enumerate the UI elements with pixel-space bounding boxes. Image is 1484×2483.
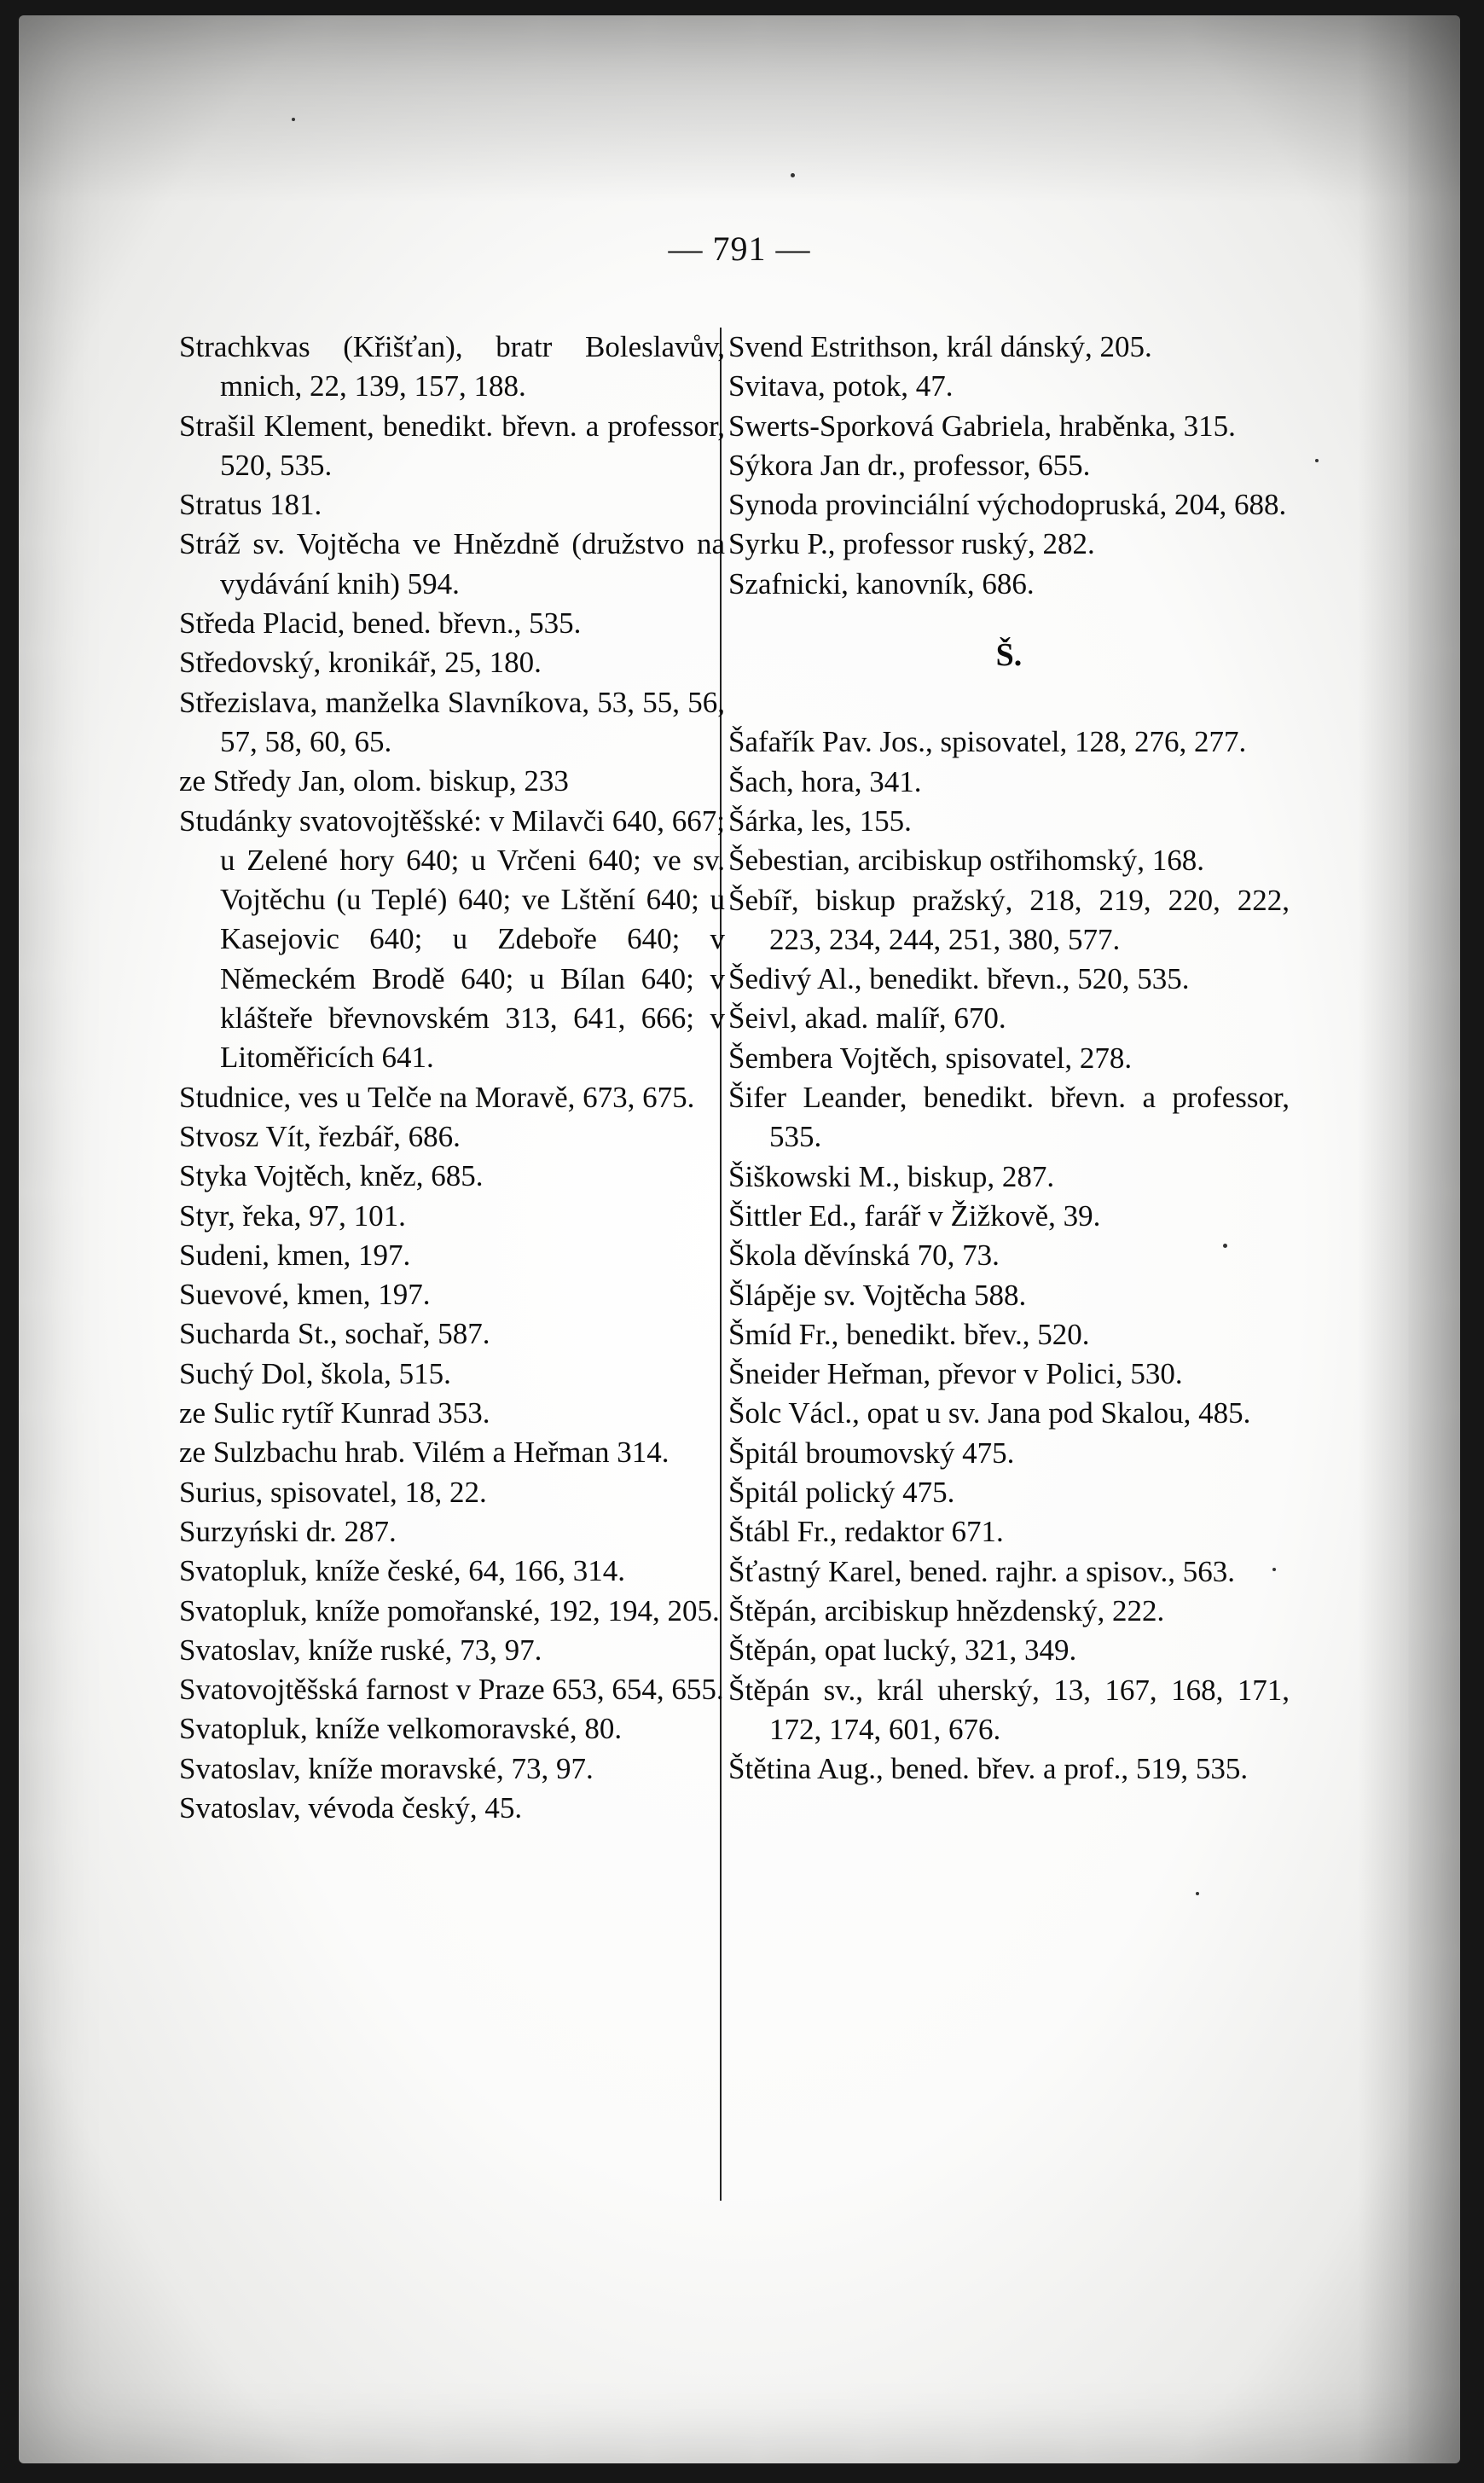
index-entry: Studánky svatovojtěšské: v Milavči 640, 667; u Zelené hory 640; u Vrčeni 640; ve sv. Vojtěchu (u Teplé) 640; ve Lštění 640; u Kasejovic 640; u Zdeboře 640; v Německém Brodě 640; u Bílan 640; v klášteře břevnovském 313, 641, 666; v Litoměřicích 641. [179,803,725,1075]
index-entry: Stráž sv. Vojtěcha ve Hnězdně (družstvo na vydávání knih) 594. [179,527,725,600]
index-entry: Štětina Aug., bened. břev. a prof., 519, 535. [728,1752,1249,1786]
index-entry: Šlápěje sv. Vojtěcha 588. [728,1278,1027,1312]
index-entry: Szafnicki, kanovník, 686. [728,566,1035,600]
index-entry: Šiškowski M., biskup, 287. [728,1159,1055,1193]
index-entry: Šifer Leander, benedikt. břevn. a professor, 535. [728,1081,1290,1154]
index-entry: Swerts-Sporková Gabriela, hraběnka, 315. [728,409,1236,443]
index-entry: Šedivý Al., benedikt. břevn., 520, 535. [728,962,1190,996]
index-entry: Surzyński dr. 287. [179,1514,397,1548]
index-entry: Šebíř, biskup pražský, 218, 219, 220, 222, 223, 234, 244, 251, 380, 577. [728,883,1290,956]
scan-speck [292,118,295,121]
scan-speck [1196,1892,1199,1895]
index-column-right [728,328,1290,1789]
index-entry: Štěpán, arcibiskup hnězdenský, 222. [728,1593,1165,1627]
index-entry: Svatovojtěšská farnost v Praze 653, 654, 655. [179,1673,724,1707]
index-entry: Štábl Fr., redaktor 671. [728,1515,1004,1549]
index-entry: Štěpán, opat lucký, 321, 349. [728,1633,1077,1668]
index-entry: Stratus 181. [179,488,322,522]
index-entry: Surius, spisovatel, 18, 22. [179,1475,487,1509]
scan-speck [791,173,795,177]
index-entry: Svitava, potok, 47. [728,369,954,403]
index-entry: Šneider Heřman, převor v Polici, 530. [728,1357,1183,1391]
index-entry: Štěpán sv., král uherský, 13, 167, 168, 171, 172, 174, 601, 676. [728,1673,1290,1746]
index-entry: Stvosz Vít, řezbář, 686. [179,1119,461,1153]
page-number: — 791 — [668,229,811,268]
index-entry: ze Středy Jan, olom. biskup, 233 [179,764,569,798]
index-entry: ze Sulic rytíř Kunrad 353. [179,1396,490,1430]
index-column-left [179,328,725,1828]
index-entry: Strachkvas (Křišťan), bratr Boleslavův, mnich, 22, 139, 157, 188. [179,330,725,403]
index-entry: Šittler Ed., farář v Žižkově, 39. [728,1198,1101,1233]
index-entry: Svatopluk, kníže velkomoravské, 80. [179,1712,623,1746]
index-entry: Sucharda St., sochař, 587. [179,1317,490,1351]
index-entry: Sýkora Jan dr., professor, 655. [728,448,1091,482]
index-entry: Šebestian, arcibiskup ostřihomský, 168. [728,844,1205,878]
index-entry: Šach, hora, 341. [728,764,922,798]
index-entry: Šafařík Pav. Jos., spisovatel, 128, 276, 277. [728,725,1247,759]
index-entry: Šolc Václ., opat u sv. Jana pod Skalou, 485. [728,1396,1251,1430]
index-entry: Svatopluk, kníže české, 64, 166, 314. [179,1554,625,1588]
index-entry: Šárka, les, 155. [728,803,912,838]
page-shadow-right [1358,15,1460,2463]
index-entry: Styr, řeka, 97, 101. [179,1198,406,1233]
index-entry: Suchý Dol, škola, 515. [179,1356,451,1390]
index-entry: Svatopluk, kníže pomořanské, 192, 194, 205. [179,1593,720,1627]
index-entry: Synoda provinciální východopruská, 204, 688. [728,488,1287,522]
index-entry: Střezislava, manželka Slavníkova, 53, 55, 56, 57, 58, 60, 65. [179,685,725,758]
page-shadow-top [19,15,1460,203]
index-entry: Šmíd Fr., benedikt. břev., 520. [728,1317,1090,1351]
index-entry: Škola děvínská 70, 73. [728,1239,1000,1273]
index-entry: Svatoslav, vévoda český, 45. [179,1790,523,1825]
index-entry: Svatoslav, kníže ruské, 73, 97. [179,1633,542,1667]
index-entry: Špitál broumovský 475. [728,1436,1015,1470]
index-entry: Svatoslav, kníže moravské, 73, 97. [179,1751,594,1785]
index-entry: Strašil Klement, benedikt. břevn. a professor, 520, 535. [179,409,725,482]
index-entry: Šembera Vojtěch, spisovatel, 278. [728,1041,1133,1075]
index-entry: Suevové, kmen, 197. [179,1278,431,1312]
index-entry: Středovský, kronikář, 25, 180. [179,646,542,680]
index-entry: ze Sulzbachu hrab. Vilém a Heřman 314. [179,1436,670,1470]
index-entry: Styka Vojtěch, kněz, 685. [179,1159,484,1193]
index-entry: Studnice, ves u Telče na Moravě, 673, 675. [179,1080,695,1114]
index-entry: Svend Estrithson, král dánský, 205. [728,330,1152,363]
section-heading: Š. [995,637,1023,674]
index-entry: Syrku P., professor ruský, 282. [728,527,1095,561]
index-entry: Středa Placid, bened. břevn., 535. [179,606,582,641]
index-entry: Sudeni, kmen, 197. [179,1238,411,1272]
scan-speck [1315,459,1319,462]
book-page [19,15,1460,2463]
index-entry: Šeivl, akad. malíř, 670. [728,1001,1006,1036]
index-entry: Šťastný Karel, bened. rajhr. a spisov., 563. [728,1554,1235,1588]
index-entry: Špitál polický 475. [728,1476,955,1510]
